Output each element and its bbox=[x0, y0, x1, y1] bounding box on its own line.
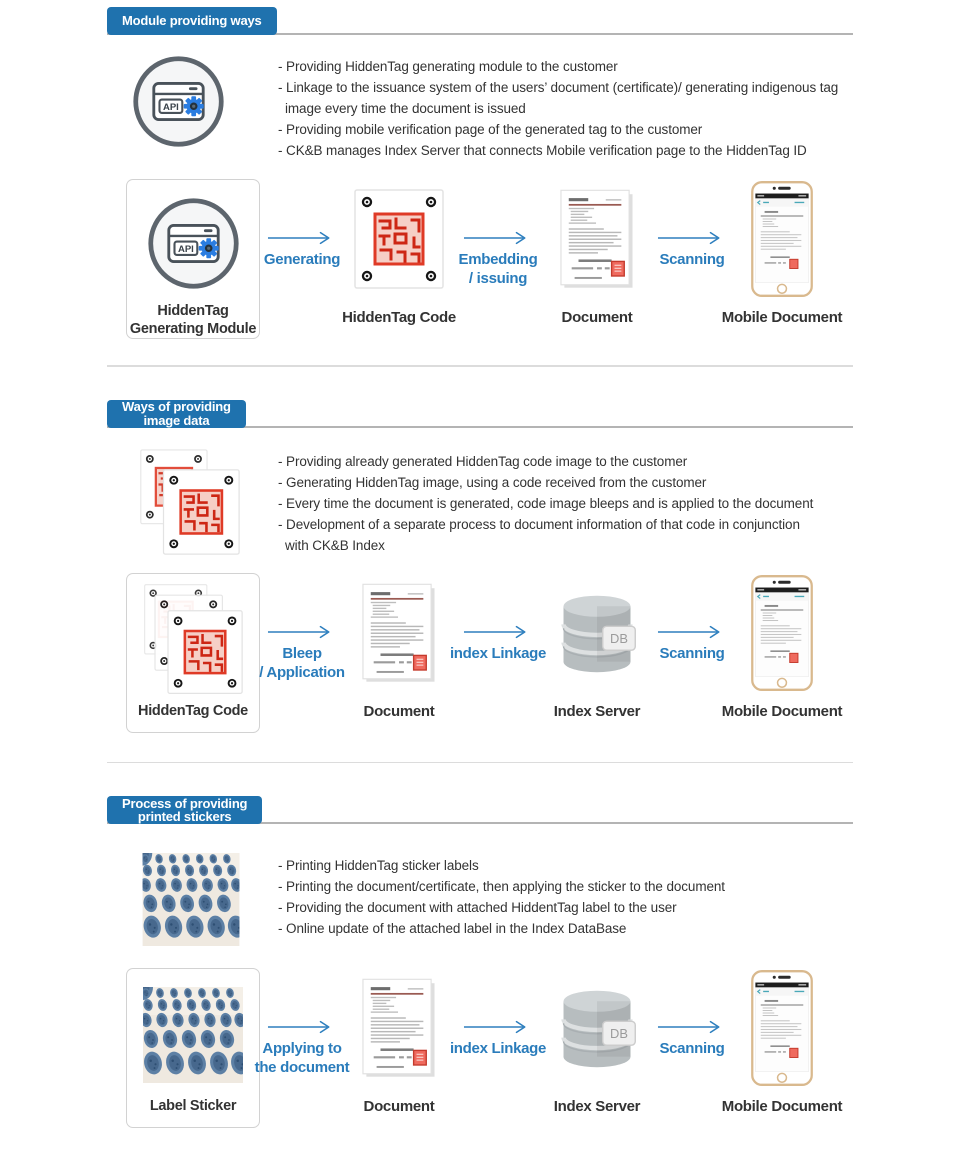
bullet-line: with CK&B Index bbox=[285, 537, 385, 553]
section-header bbox=[107, 400, 853, 428]
mobile-document-icon bbox=[751, 968, 813, 1088]
section-intro bbox=[107, 54, 853, 161]
flow-node bbox=[542, 573, 652, 720]
page bbox=[107, 7, 853, 1128]
section-process-of-providing-printed-stickers bbox=[107, 796, 853, 1128]
flow-box-label: HiddenTag Code bbox=[138, 702, 248, 719]
flow-arrow bbox=[260, 573, 344, 682]
arrow-icon bbox=[463, 231, 533, 245]
flow-arrow bbox=[449, 573, 547, 663]
bullet-list bbox=[278, 54, 838, 161]
sticker-sheet-icon bbox=[107, 853, 278, 946]
flow-node bbox=[721, 179, 843, 326]
arrow-label: Embedding / issuing bbox=[458, 251, 538, 287]
flow-arrow bbox=[454, 179, 542, 288]
bullet-line: - Online update of the attached label in the Index DataBase bbox=[278, 921, 627, 936]
bullet-line: - Generating HiddenTag image, using a code received from the customer bbox=[278, 474, 707, 490]
flow-diagram bbox=[107, 179, 853, 339]
section-divider bbox=[107, 762, 853, 764]
flow-node-label: HiddenTag Code bbox=[342, 309, 456, 326]
bullet-line: - Every time the document is generated, code image bleeps and is applied to the document bbox=[278, 495, 814, 511]
flow-source-box bbox=[126, 968, 260, 1128]
flow-node bbox=[721, 573, 843, 720]
flow-node bbox=[344, 573, 454, 720]
tab-line: Process of providing bbox=[122, 795, 248, 811]
tab-line: Ways of providing bbox=[122, 399, 231, 414]
index-server-icon bbox=[553, 573, 641, 693]
arrow-label: Generating bbox=[263, 251, 341, 268]
flow-node-label: Document bbox=[561, 309, 633, 326]
section-ways-of-providing-image-data bbox=[107, 400, 853, 764]
bullet-line: - CK&B manages Index Server that connects Mobile verification page to the HiddenTag ID bbox=[278, 143, 807, 158]
flow-diagram bbox=[107, 573, 853, 733]
bullet-line: - Providing HiddenTag generating module to the customer bbox=[278, 59, 618, 74]
hiddentag-code-stack-icon bbox=[141, 584, 245, 696]
bullet-line: - Printing HiddenTag sticker labels bbox=[278, 858, 479, 873]
api-module-icon bbox=[107, 54, 278, 161]
arrow-label: Scanning bbox=[659, 1040, 725, 1057]
arrow-icon bbox=[267, 1020, 337, 1034]
bullet-line: - Linkage to the issuance system of the users’ document (certificate)/ generating indigenous tag bbox=[278, 80, 839, 95]
flow-node-label: Document bbox=[363, 1098, 435, 1115]
arrow-icon bbox=[657, 231, 727, 245]
flow-arrow bbox=[260, 179, 344, 269]
section-intro bbox=[107, 449, 853, 556]
sticker-sheet-icon bbox=[143, 979, 243, 1091]
section-tab bbox=[107, 796, 262, 824]
document-icon bbox=[362, 968, 436, 1088]
arrow-icon bbox=[463, 625, 533, 639]
arrow-label: Applying to the document bbox=[254, 1040, 350, 1076]
flow-node bbox=[344, 968, 454, 1115]
index-server-icon bbox=[553, 968, 641, 1088]
flow-node-label: Document bbox=[363, 702, 435, 720]
bullet-line: - Printing the document/certificate, then applying the sticker to the document bbox=[278, 879, 725, 894]
bullet-line: - Development of a separate process to document information of that code in conjunction bbox=[278, 516, 800, 532]
tab-line: Module providing ways bbox=[122, 13, 262, 29]
flow-box-label: Label Sticker bbox=[149, 1098, 237, 1114]
flow-node bbox=[344, 179, 454, 326]
mobile-document-icon bbox=[751, 179, 813, 299]
bullet-line: - Providing already generated HiddenTag code image to the customer bbox=[278, 453, 688, 469]
tab-line: image data bbox=[143, 412, 210, 428]
flow-arrow bbox=[652, 968, 732, 1058]
arrow-icon bbox=[267, 625, 337, 639]
flow-node bbox=[542, 179, 652, 326]
section-header bbox=[107, 7, 853, 35]
arrow-label: index Linkage bbox=[449, 1040, 547, 1057]
document-icon bbox=[560, 179, 634, 299]
flow-node bbox=[542, 968, 652, 1115]
api-module-icon bbox=[146, 190, 241, 296]
section-tab bbox=[107, 400, 246, 428]
section-header bbox=[107, 796, 853, 824]
bullet-line: - Providing the document with attached HiddentTag label to the user bbox=[278, 900, 677, 915]
flow-node-label: Mobile Document bbox=[721, 1098, 843, 1115]
flow-arrow bbox=[652, 573, 732, 663]
arrow-icon bbox=[657, 625, 727, 639]
flow-node-label: Index Server bbox=[553, 1098, 641, 1115]
arrow-label: Bleep / Application bbox=[259, 644, 345, 681]
section-divider bbox=[107, 365, 853, 367]
arrow-icon bbox=[267, 231, 337, 245]
section-intro bbox=[107, 853, 853, 946]
tab-line: printed stickers bbox=[137, 809, 232, 824]
arrow-icon bbox=[657, 1020, 727, 1034]
hiddentag-code-icon bbox=[354, 179, 444, 299]
flow-node bbox=[721, 968, 843, 1115]
arrow-label: Scanning bbox=[659, 644, 725, 662]
bullet-line: image every time the document is issued bbox=[285, 101, 526, 116]
flow-source-box bbox=[126, 573, 260, 733]
flow-arrow bbox=[652, 179, 732, 269]
bullet-list bbox=[278, 853, 725, 946]
flow-node-label: Mobile Document bbox=[721, 702, 843, 720]
section-tab bbox=[107, 7, 277, 35]
flow-box-label: HiddenTag Generating Module bbox=[129, 303, 257, 337]
hiddentag-code-stack-icon bbox=[107, 449, 278, 556]
document-icon bbox=[362, 573, 436, 693]
arrow-icon bbox=[463, 1020, 533, 1034]
mobile-document-icon bbox=[751, 573, 813, 693]
bullet-list bbox=[278, 449, 813, 556]
bullet-line: - Providing mobile verification page of the generated tag to the customer bbox=[278, 122, 703, 137]
flow-node-label: Index Server bbox=[553, 702, 641, 720]
section-module-providing-ways bbox=[107, 7, 853, 367]
arrow-label: Scanning bbox=[659, 251, 725, 268]
flow-node-label: Mobile Document bbox=[721, 309, 843, 326]
flow-diagram bbox=[107, 968, 853, 1128]
flow-source-box bbox=[126, 179, 260, 339]
flow-arrow bbox=[254, 968, 350, 1077]
flow-arrow bbox=[449, 968, 547, 1058]
arrow-label: index Linkage bbox=[449, 644, 547, 662]
